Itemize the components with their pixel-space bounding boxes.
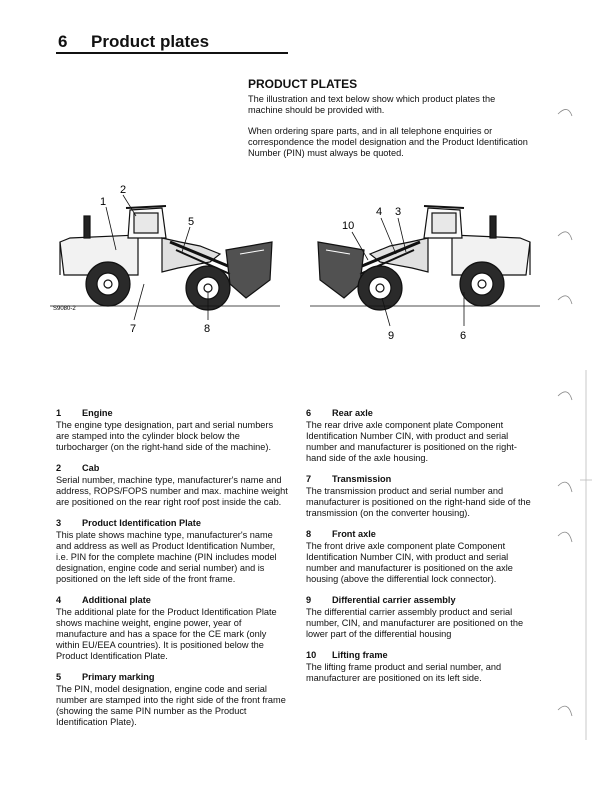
list-item xyxy=(56,518,288,585)
item-title: Front axle xyxy=(332,529,376,539)
list-item xyxy=(56,463,288,508)
page-number: 6 xyxy=(58,32,68,51)
figure-label-7: 7 xyxy=(130,323,137,335)
item-text: This plate shows machine type, manufacturer's name and address as well as Product Identification Number, i.e. PIN for the complete machine (PIN includes model designation, engine code and serial number) and is positioned on the left side of the front frame. xyxy=(56,530,277,584)
item-text: The engine type designation, part and serial numbers are stamped into the cylinder block below the turbocharger (on the right-hand side of the machine). xyxy=(56,420,274,452)
item-text: The front drive axle component plate Component Identification Number CIN, with product and serial number and manufacturer is positioned on the axle housing (above the differential lock connector). xyxy=(306,541,513,584)
item-number: 3 xyxy=(56,518,62,528)
figure-label-1: 1 xyxy=(100,196,107,208)
item-title: Rear axle xyxy=(332,408,373,418)
list-item xyxy=(56,595,288,662)
item-text: The lifting frame product and serial number, and manufacturer are positioned on its left side. xyxy=(306,662,502,683)
figure-label-6: 6 xyxy=(460,330,467,342)
list-item xyxy=(306,650,532,684)
wheel-loader-illustration xyxy=(50,180,540,350)
items-right-column xyxy=(306,408,532,694)
item-title: Transmission xyxy=(332,474,392,484)
list-item xyxy=(306,474,532,519)
item-title: Differential carrier assembly xyxy=(332,595,456,605)
list-item xyxy=(306,408,532,464)
figure-label-8: 8 xyxy=(204,323,211,335)
item-title: Product Identification Plate xyxy=(82,518,201,528)
figure-label-2: 2 xyxy=(120,184,127,196)
items-left-column xyxy=(56,408,288,738)
item-text: The PIN, model designation, engine code and serial number are stamped into the right side of the front frame (showing the same PIN number as the Product Identification Plate). xyxy=(56,684,286,727)
left-loader-drawing xyxy=(50,206,280,310)
item-number: 2 xyxy=(56,463,62,473)
item-number: 4 xyxy=(56,595,62,605)
item-text: Serial number, machine type, manufacturer's name and address, ROPS/FOPS number and max. machine weight are positioned on the rear right roof post inside the cab. xyxy=(56,475,288,507)
item-text: The rear drive axle component plate Component Identification Number CIN, with product and serial number and manufacturer is positioned on the right-hand side of the axle housing. xyxy=(306,420,517,463)
item-text: The transmission product and serial number and manufacturer is positioned on the right-hand side of the transmission (on the converter housing). xyxy=(306,486,531,518)
list-item xyxy=(306,529,532,585)
figure-label-9: 9 xyxy=(388,330,395,342)
item-number: 1 xyxy=(56,408,62,418)
item-title: Additional plate xyxy=(82,595,151,605)
item-title: Cab xyxy=(82,463,100,473)
item-number: 6 xyxy=(306,408,312,418)
item-title: Engine xyxy=(82,408,113,418)
figure-label-3: 3 xyxy=(395,206,402,218)
intro-paragraph-2: When ordering spare parts, and in all telephone enquiries or correspondence the model designation and the Product Identification Number (PIN) must always be quoted. xyxy=(248,126,528,158)
figure-code: S9080-2 xyxy=(53,306,76,312)
item-title: Lifting frame xyxy=(332,650,388,660)
item-number: 7 xyxy=(306,474,312,484)
header-rule xyxy=(56,52,288,54)
list-item xyxy=(56,672,288,728)
page-edge-marks xyxy=(556,100,612,740)
item-title: Primary marking xyxy=(82,672,155,682)
figure-label-4: 4 xyxy=(376,206,383,218)
list-item xyxy=(56,408,288,453)
item-text: The differential carrier assembly product and serial number, CIN, and manufacturer are positioned on the lower part of the differential housing xyxy=(306,607,524,639)
item-number: 10 xyxy=(306,650,317,660)
page-header-title: Product plates xyxy=(91,32,210,51)
item-number: 9 xyxy=(306,595,312,605)
list-item xyxy=(306,595,532,640)
intro-paragraph-1: The illustration and text below show which product plates the machine should be provided with. xyxy=(248,94,496,115)
item-text: The additional plate for the Product Identification Plate shows machine weight, engine power, year of manufacture and has a space for the CE mark (only within EU/EEA countries). It is positioned below the Product Identification Plate. xyxy=(56,607,277,661)
item-number: 8 xyxy=(306,529,312,539)
item-number: 5 xyxy=(56,672,62,682)
figure-label-5: 5 xyxy=(188,216,195,228)
figure-label-10: 10 xyxy=(342,220,355,232)
section-title: PRODUCT PLATES xyxy=(248,77,358,91)
